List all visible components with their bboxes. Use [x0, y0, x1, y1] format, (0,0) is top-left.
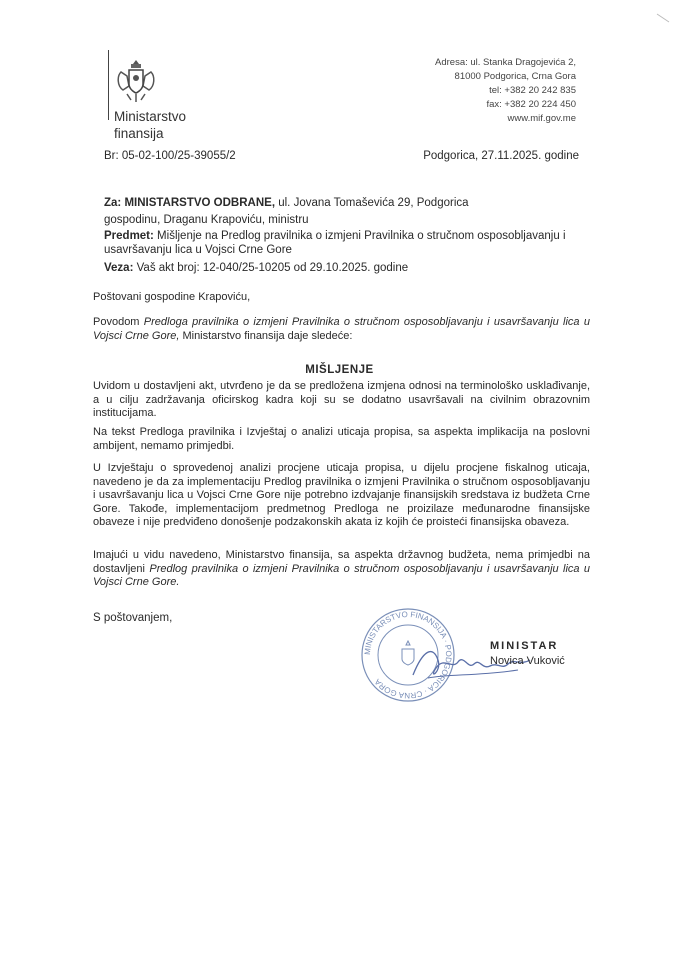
header-divider — [108, 50, 109, 120]
address-city: 81000 Podgorica, Crna Gora — [454, 71, 576, 82]
opinion-title: MIŠLJENJE — [305, 364, 374, 376]
signatory-name: Novica Vuković — [490, 655, 565, 667]
document-date: Podgorica, 27.11.2025. godine — [423, 150, 579, 162]
coat-of-arms-logo — [113, 56, 159, 106]
reference-line: Veza: Vaš akt broj: 12-040/25-10205 od 29.10.2025. godine — [104, 262, 409, 274]
paragraph-1: Uvidom u dostavljeni akt, utvrđeno je da se predložena izmjena odnosi na terminološko usklađivanje, a u cilju zadržavanja oficirskog kadra koji su se dodatno usavršavali na civilnim obrazovnim institucijama. — [93, 380, 590, 419]
reference-number: Br: 05-02-100/25-39055/2 — [104, 150, 236, 162]
intro-paragraph: Povodom Predloga pravilnika o izmjeni Pravilnika o stručnom osposobljavanju i usavršavanju lica u Vojsci Crne Gore, Ministarstvo finansija daje sledeće: — [93, 316, 590, 342]
address-block — [435, 56, 576, 126]
paragraph-2: Na tekst Predloga pravilnika i Izvještaj o analizi uticaja propisa, sa aspekta implikacija na poslovni ambijent, nemamo primjedbi. — [93, 426, 590, 452]
subject-line: Predmet: Mišljenje na Predlog pravilnika o izmjeni Pravilnika o stručnom osposobljavanju i — [104, 230, 566, 242]
phone: tel: +382 20 242 835 — [489, 85, 576, 96]
ministry-name: Ministarstvo finansija — [114, 109, 187, 141]
stamp-text: MINISTARSTVO FINANSIJA · PODGORICA · CRNA GORA — [362, 609, 454, 701]
fax: fax: +382 20 224 450 — [486, 99, 576, 110]
recipient-line: Za: MINISTARSTVO ODBRANE, ul. Jovana Tomaševića 29, Podgorica — [104, 197, 469, 209]
closing-salutation: S poštovanjem, — [93, 612, 173, 624]
subject-line-2: usavršavanju lica u Vojsci Crne Gore — [104, 244, 292, 256]
website-link[interactable]: www.mif.gov.me — [507, 113, 576, 124]
address-line: Adresa: ul. Stanka Dragojevića 2, — [435, 57, 576, 68]
salutation: Poštovani gospodine Krapoviću, — [93, 291, 251, 303]
paragraph-3: U Izvještaju o sprovedenoj analizi procjene uticaja propisa, u dijelu procjene fiskalnog uticaja, navedeno je da za implementaciju Predlog pravilnika o izmjeni Pravilnika o stručnom osposobljavanju i usavršavanju lica u Vojsci Crne Gore nije potrebno izdvajanje finansijskih sredstava iz budžeta Crne Gore. Takođe, implementacijom predmetnog Predloga ne proizilaze međunarodne finansijske obaveze i nije predviđeno donošenje podzakonskih akata iz kojih će proisteći finansijska obaveza. — [93, 462, 590, 528]
attention-line: gospodinu, Draganu Krapoviću, ministru — [104, 214, 309, 226]
signatory-title: MINISTAR — [490, 640, 559, 652]
paragraph-4: Imajući u vidu navedeno, Ministarstvo finansija, sa aspekta državnog budžeta, nema primjedbi na dostavljeni Predlog pravilnika o izmjeni Pravilnika o stručnom osposobljavanju i usavršavanju lica u Vojsci Crne Gore. — [93, 549, 590, 588]
page-corner-mark — [655, 12, 671, 28]
